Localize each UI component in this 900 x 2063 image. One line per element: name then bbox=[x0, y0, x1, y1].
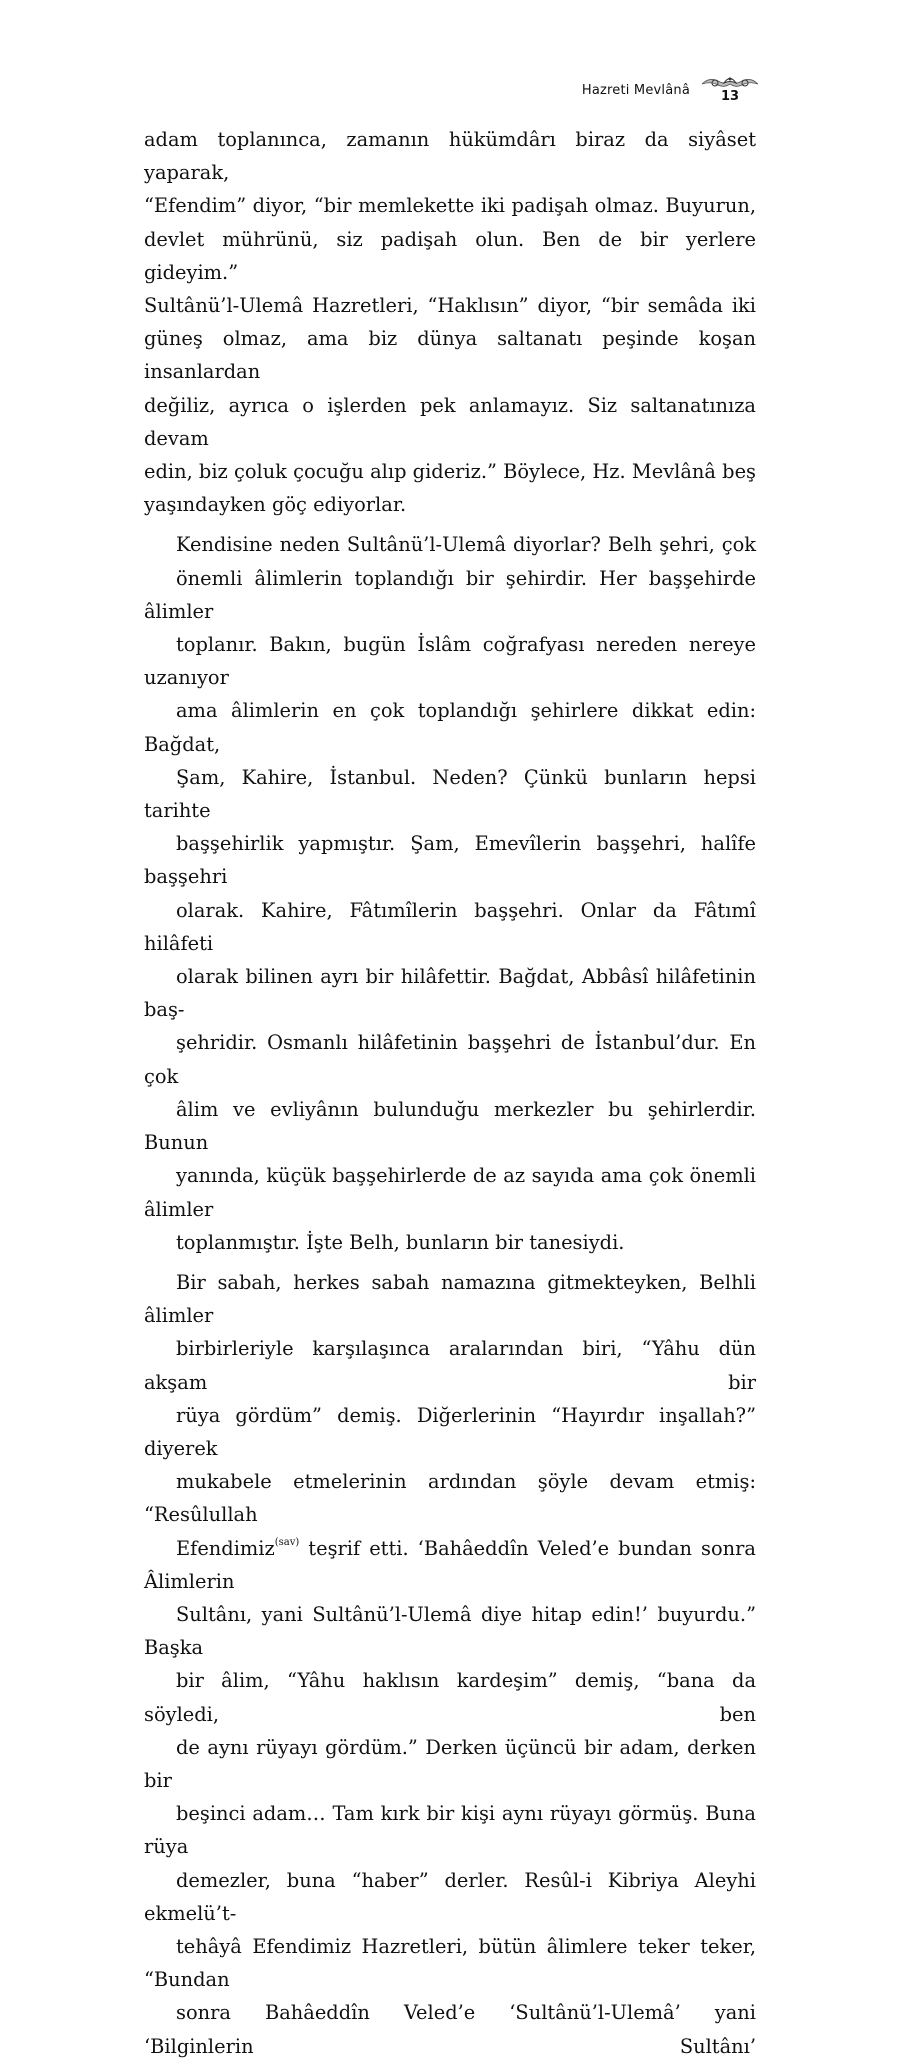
text-fragment: teşrif etti. ‘Bahâeddîn Veled’e bundan sonra Âlimlerin bbox=[144, 1536, 756, 1593]
text-line: başşehirlik yapmıştır. Şam, Emevîlerin başşehri, halîfe başşehri bbox=[144, 832, 756, 889]
body-text bbox=[144, 123, 756, 2063]
honorific-superscript: (sav) bbox=[274, 1536, 300, 1548]
text-line: şehridir. Osmanlı hilâfetinin başşehri de İstanbul’dur. En çok bbox=[144, 1031, 756, 1088]
text-line: olarak. Kahire, Fâtımîlerin başşehri. Onlar da Fâtımî hilâfeti bbox=[144, 898, 756, 955]
text-line: Sultânü’l-Ulemâ Hazretleri, “Haklısın” diyor, “bir semâda iki bbox=[144, 294, 756, 318]
page-header bbox=[582, 74, 760, 114]
text-line: Şam, Kahire, İstanbul. Neden? Çünkü bunların hepsi tarihte bbox=[144, 765, 756, 823]
paragraph bbox=[144, 528, 756, 1258]
text-line: sonra Bahâeddîn Veled’e ‘Sultânü’l-Ulemâ’ yani ‘Bilginlerin Sultânı’ bbox=[144, 2001, 756, 2058]
text-line: bir âlim, “Yâhu haklısın kardeşim” demiş, “bana da söyledi, ben bbox=[144, 1669, 756, 1726]
text-line: demezler, buna “haber” derler. Resûl-i Kibriya Aleyhi ekmelü’t- bbox=[144, 1868, 756, 1925]
paragraph bbox=[144, 123, 756, 521]
text-line: tehâyâ Efendimiz Hazretleri, bütün âlimlere teker teker, “Bundan bbox=[144, 1934, 756, 1992]
page-number-ornament bbox=[700, 74, 760, 110]
text-line: Bir sabah, herkes sabah namazına gitmekteyken, Belhli âlimler bbox=[144, 1270, 756, 1328]
text-line: “Efendim” diyor, “bir memlekette iki padişah olmaz. Buyurun, bbox=[144, 194, 756, 218]
text-line: toplanmıştır. İşte Belh, bunların bir tanesiydi. bbox=[176, 1230, 625, 1254]
text-line: mukabele etmelerinin ardından şöyle devam etmiş: “Resûlullah bbox=[144, 1470, 756, 1527]
text-line: toplanır. Bakın, bugün İslâm coğrafyası nereden nereye uzanıyor bbox=[144, 633, 756, 690]
running-title: Hazreti Mevlânâ bbox=[581, 83, 690, 98]
text-line: birbirleriyle karşılaşınca aralarından biri, “Yâhu dün akşam bir bbox=[144, 1337, 756, 1394]
text-line-with-superscript bbox=[144, 1532, 756, 1598]
paragraph bbox=[144, 1266, 756, 2063]
text-line: ama âlimlerin en çok toplandığı şehirlere dikkat edin: Bağdat, bbox=[144, 699, 756, 756]
text-line: edin, biz çoluk çocuğu alıp gideriz.” Böylece, Hz. Mevlânâ beş bbox=[144, 460, 756, 484]
text-line: yaşındayken göç ediyorlar. bbox=[144, 493, 407, 517]
text-line: de aynı rüyayı gördüm.” Derken üçüncü bir adam, derken bir bbox=[144, 1735, 756, 1792]
text-line: güneş olmaz, ama biz dünya saltanatı peşinde koşan insanlardan bbox=[144, 327, 756, 384]
text-line: önemli âlimlerin toplandığı bir şehirdir. Her başşehirde âlimler bbox=[144, 566, 756, 623]
text-line: rüya gördüm” demiş. Diğerlerinin “Hayırdır inşallah?” diyerek bbox=[144, 1403, 756, 1460]
text-line: olarak bilinen ayrı bir hilâfettir. Bağdat, Abbâsî hilâfetinin baş- bbox=[144, 965, 756, 1022]
text-line: adam toplanınca, zamanın hükümdârı biraz da siyâset yaparak, bbox=[144, 128, 756, 185]
text-line: Kendisine neden Sultânü’l-Ulemâ diyorlar? Belh şehri, çok bbox=[176, 533, 756, 557]
text-line: beşinci adam… Tam kırk bir kişi aynı rüyayı görmüş. Buna rüya bbox=[144, 1802, 756, 1859]
page-number: 13 bbox=[720, 89, 740, 104]
text-line: âlim ve evliyânın bulunduğu merkezler bu şehirlerdir. Bunun bbox=[144, 1097, 756, 1155]
text-line: yanında, küçük başşehirlerde de az sayıda ama çok önemli âlimler bbox=[144, 1164, 756, 1221]
text-line: değiliz, ayrıca o işlerden pek anlamayız. Siz saltanatınıza devam bbox=[144, 393, 756, 450]
text-fragment: Efendimiz bbox=[176, 1536, 275, 1560]
text-line: Sultânı, yani Sultânü’l-Ulemâ diye hitap edin!’ buyurdu.” Başka bbox=[144, 1602, 756, 1660]
text-line: devlet mührünü, siz padişah olun. Ben de bir yerlere gideyim.” bbox=[144, 227, 756, 284]
